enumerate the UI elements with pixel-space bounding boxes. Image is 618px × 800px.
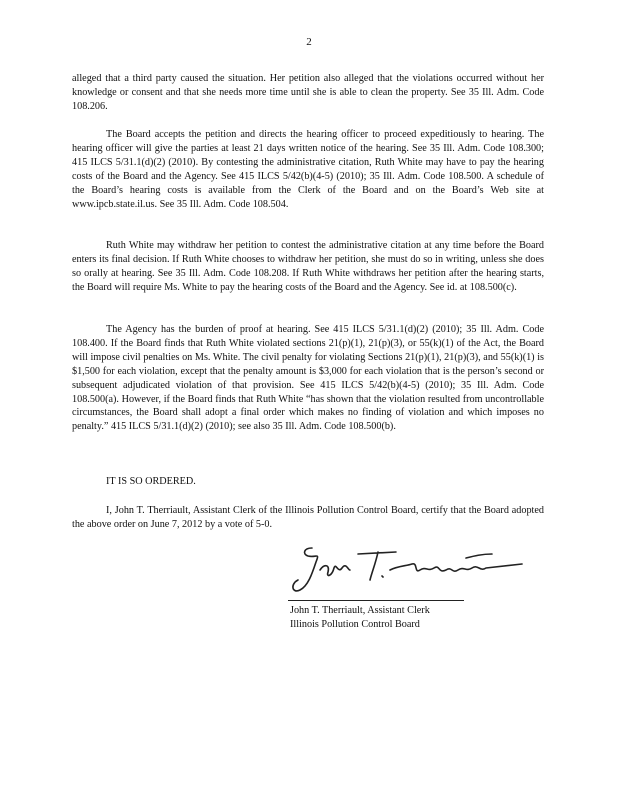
paragraph-withdrawal bbox=[72, 239, 544, 295]
signature-stroke-ohn bbox=[320, 566, 350, 576]
signature-stroke-therriault bbox=[390, 564, 522, 571]
ordered-statement: IT IS SO ORDERED. bbox=[106, 476, 196, 487]
signature-line bbox=[288, 600, 464, 601]
signatory-name-title: John T. Therriault, Assistant Clerk bbox=[290, 605, 430, 616]
signature-stroke-j bbox=[293, 548, 318, 591]
paragraph-burden-of-proof bbox=[72, 323, 544, 434]
paragraph-burden-text: The Agency has the burden of proof at hearing. See 415 ILCS 5/31.1(d)(2) (2010); 35 Ill. Adm. Code 108.400. If the Board finds that Ruth White violated sections 21(p)(1), 21(p)(3), or 55(k)(1) of the Act, the Board will impose civil penalties on Ms. White. The civil penalty for violating Sections 21(p)(1), 21(p)(3), and 55(k)(1) is $1,500 for each violation, except that the penalty amount is $3,000 for each violation that is the person’s second or subsequent adjudicated violation of that provision. See 415 ILCS 5/42(b)(4-5) (2010); 35 Ill. Adm. Code 108.500(a). However, if the Board finds that Ruth White “has shown that the violation resulted from uncontrollable circumstances, the Board shall adopt a final order which makes no finding of violation and which imposes no penalty.” 415 ILCS 5/31.1(d)(2) (2010); see also 35 Ill. Adm. Code 108.500(b). bbox=[72, 324, 544, 433]
signature-stroke-t bbox=[358, 552, 396, 580]
signature-stroke-cross bbox=[466, 554, 492, 558]
paragraph-hearing-text: The Board accepts the petition and directs the hearing officer to proceed expeditiously to hearing. The hearing officer will give the parties at least 21 days written notice of the hearing. See 35 Ill. Adm. Code 108.300; 415 ILCS 5/31.1(d)(2) (2010). By contesting the administrative citation, Ruth White may have to pay the hearing costs of the Board and the Agency. See 415 ILCS 5/42(b)(4-5) (2010); 35 Ill. Adm. Code 108.500. A schedule of the Board’s hearing costs is available from the Clerk of the Board and on the Board’s Web site at www.ipcb.state.il.us. See 35 Ill. Adm. Code 108.504. bbox=[72, 129, 544, 210]
paragraph-hearing bbox=[72, 128, 544, 211]
handwritten-signature bbox=[286, 540, 526, 598]
page-number: 2 bbox=[306, 36, 312, 48]
signatory-organization: Illinois Pollution Control Board bbox=[290, 619, 420, 630]
signature-stroke-dot bbox=[382, 576, 383, 577]
certification-paragraph bbox=[72, 504, 544, 532]
certification-text: I, John T. Therriault, Assistant Clerk of the Illinois Pollution Control Board, certify that the Board adopted the above order on June 7, 2012 by a vote of 5-0. bbox=[72, 505, 544, 530]
paragraph-withdrawal-text: Ruth White may withdraw her petition to contest the administrative citation at any time before the Board enters its final decision. If Ruth White chooses to withdraw her petition, she must do so in writing, unless she does so orally at hearing. See 35 Ill. Adm. Code 108.208. If Ruth White withdraws her petition after the hearing starts, the Board will require Ms. White to pay the hearing costs of the Board and the Agency. See id. at 108.500(c). bbox=[72, 240, 544, 293]
paragraph-petition-allegations: alleged that a third party caused the situation. Her petition also alleged that the violations occurred without her knowledge or consent and that she needs more time until she is able to clean the property. See 35 Ill. Adm. Code 108.206. bbox=[72, 73, 544, 112]
